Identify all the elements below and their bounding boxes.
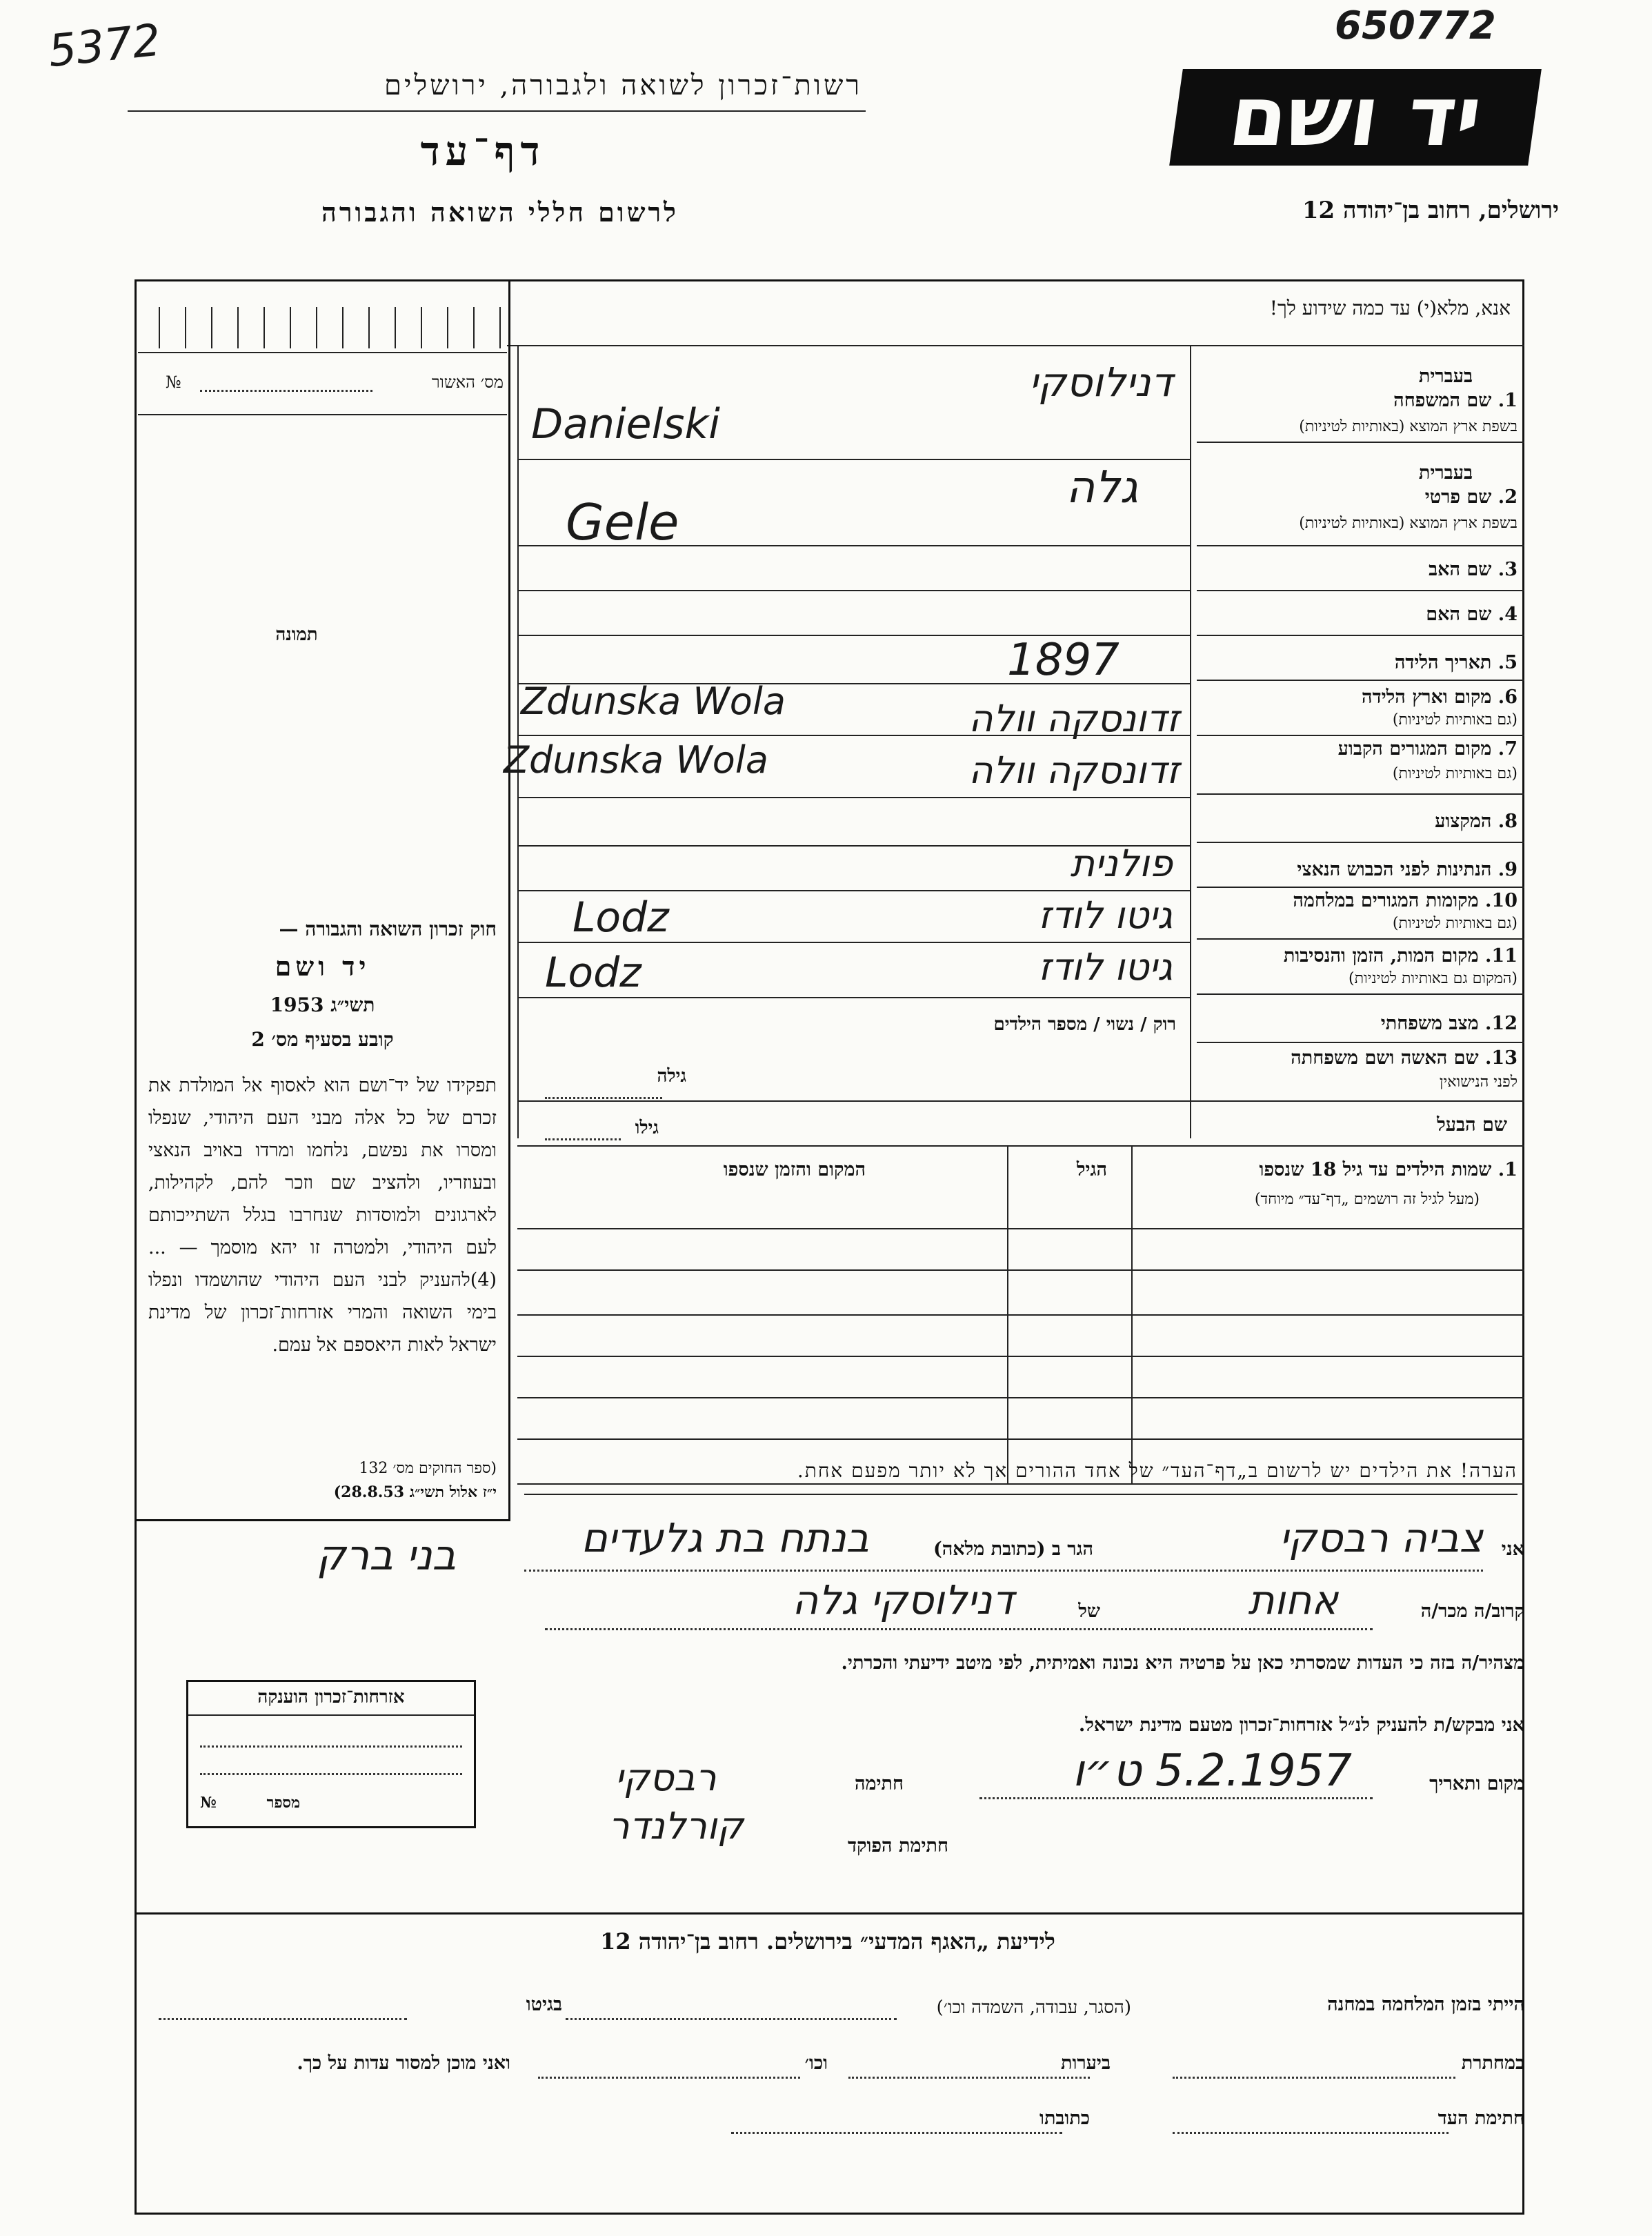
officer-label: חתימת הפוקד: [848, 1835, 948, 1857]
citizenship-number-label: מספר: [266, 1794, 300, 1812]
law-name: יד ושם: [275, 951, 370, 982]
field-7-number: 7.: [1497, 738, 1517, 760]
children-label: 1. שמות הילדים עד גיל 18 שנספו: [1259, 1159, 1517, 1180]
place-date-label: מקום ותאריך: [1429, 1773, 1524, 1794]
wife-name-sub: לפני הנישואין: [1439, 1074, 1517, 1091]
field-5-number: 5.: [1497, 652, 1517, 673]
residence-sub: (גם באותיות לטיניות): [1392, 765, 1517, 782]
family-name-label: שם המשפחה: [1393, 390, 1492, 411]
declarant-i-label: אני: [1501, 1539, 1524, 1560]
approval-label: מס׳ האשור: [431, 373, 504, 392]
footer-address-label: כתובתו: [1039, 2108, 1090, 2129]
citizenship-no-label: №: [200, 1794, 217, 1812]
mother-name-label: שם האם: [1426, 604, 1492, 625]
death-place-label: מקום המות, הזמן והנסיבות: [1283, 945, 1479, 967]
marital-options: רוק / נשוי / מספר הילדים: [993, 1014, 1176, 1035]
field-8-number: 8.: [1497, 811, 1517, 832]
residence-label: מקום המגורים הקבוע: [1337, 738, 1492, 760]
death-place-sub: (המקום גם באותיות לטיניות): [1349, 970, 1517, 987]
profession-label: המקצוע: [1435, 811, 1492, 832]
wartime-residence-latin-value[interactable]: Lodz: [573, 893, 669, 942]
birth-place-latin-value[interactable]: Zdunska Wola: [521, 680, 786, 723]
footer-title: לידיעת „האגף המדעי״ בירושלים. רחוב בן־יהודה 12: [600, 1928, 1055, 1955]
resides-label: הגר ב (כתובת מלאה): [933, 1539, 1093, 1560]
birth-place-hebrew-value[interactable]: זדונסקה וולה: [968, 697, 1180, 740]
field-6-number: 6.: [1497, 686, 1517, 708]
first-name-label: שם פרטי: [1424, 486, 1492, 508]
children-sub: (מעל לגיל זה רושמים „דף־עד״ מיוחד): [1254, 1191, 1480, 1208]
footer-ready-text: ואני מוכן למסור עדות על כך.: [297, 2052, 510, 2074]
law-title: חוק זכרון השואה והגבורה —: [279, 918, 497, 940]
signature-value[interactable]: רבסקי: [615, 1756, 717, 1799]
first-name-hebrew-value[interactable]: גלה: [1066, 462, 1138, 513]
field-10-number: 10.: [1485, 890, 1517, 911]
wartime-residence-label: מקומות המגורים במלחמה: [1293, 890, 1479, 911]
footer-forests-label: ביערות: [1060, 2052, 1111, 2074]
of-label: של: [1078, 1601, 1100, 1622]
field-12-number: 12.: [1485, 1013, 1517, 1034]
declare-text: מצהיר/ה בזה כי העדות שמסרתי כאן על פרטיה היא נכונה ואמיתית, לפי מיטב ידיעתי והכרתי.: [841, 1652, 1524, 1674]
residence-latin-value[interactable]: Zdunska Wola: [504, 738, 768, 782]
citizenship-title: אזרחות־זכרון הוענקה: [257, 1687, 405, 1708]
footer-underground-label: במחתרת: [1461, 2052, 1524, 2074]
family-name-sub: בשפת ארץ המוצא (באותיות לטיניות): [1299, 418, 1517, 435]
law-text: תפקידו של יד־ושם הוא לאסוף אל המולדת את זכרם של כל אלה מבני העם היהודי, שנפלו ומסרו את נפשם, נלחמו ומרדו באויב הנאצי ובעוזריו, ולהציב שם וזכר להם, לקהילות, לארגונים ולמוסדות שנחרבו בגלל השתייכותם לעם היהודי, ולמטרה זו יהא מוסמך — ...(4)להעניק לבני העם היהודי שהושמדו ונפלו בימי השואה והמרי אזרחות־זכרון של מדינת ישראל לאות היאספם אל עמם.: [148, 1075, 497, 1356]
footer-ghetto-label: בגיטו: [526, 1994, 562, 2015]
address-value[interactable]: בנתח בת גלעדים: [581, 1514, 869, 1561]
first-name-sub: בשפת ארץ המוצא (באותיות לטיניות): [1299, 515, 1517, 532]
tick-strip: [159, 307, 504, 348]
request-line: אנא, מלא(י) עד כמה שידוע לך!: [1269, 297, 1511, 319]
field-3-number: 3.: [1497, 559, 1517, 580]
first-name-latin-value[interactable]: Gele: [566, 493, 679, 551]
relation-label: קרוב/ה מכר/ה: [1420, 1601, 1524, 1622]
signature-label: חתימה: [854, 1773, 904, 1794]
husband-name-label: שם הבעל: [1437, 1114, 1507, 1136]
margin-note: בני ברק: [316, 1532, 457, 1580]
father-name-label: שם האב: [1429, 559, 1492, 580]
authority-name: רשות־זכרון לשואה ולגבורה, ירושלים: [384, 70, 862, 101]
wife-name-label: שם האשה ושם משפחתה: [1291, 1047, 1479, 1069]
footer-witness-signature-label: חתימת העד: [1437, 2108, 1524, 2129]
wartime-residence-hebrew-value[interactable]: גיטו לודז: [1038, 893, 1173, 937]
wife-age-label: גילה: [657, 1066, 686, 1087]
marital-status-label: מצב משפחתי: [1380, 1013, 1479, 1034]
birth-date-label: תאריך הלידה: [1394, 652, 1492, 673]
form-subtitle: לרשום חללי השואה והגבורה: [321, 197, 679, 228]
address: ירושלים, רחוב בן־יהודה 12: [1302, 197, 1559, 224]
footer-etc-label: וכו׳: [804, 2052, 828, 2074]
nationality-label: הנתינות לפני הכבוש הנאצי: [1297, 859, 1492, 880]
law-clause: קובע בסעיף מס׳ 2: [251, 1028, 394, 1051]
field-4-number: 4.: [1497, 604, 1517, 625]
yad-vashem-logo: יד ושם: [1169, 69, 1542, 166]
death-place-hebrew-value[interactable]: גיטו לודז: [1038, 945, 1173, 989]
birth-place-sub: (גם באותיות לטיניות): [1392, 711, 1517, 729]
first-name-hebrew-tag: בעברית: [1418, 462, 1473, 484]
birth-date-value[interactable]: 1897: [1007, 635, 1119, 686]
field-11-number: 11.: [1485, 945, 1517, 967]
request-text: אני מבקש/ת להעניק לנ״ל אזרחות־זכרון מטעם מדינת ישראל.: [1078, 1714, 1524, 1736]
death-place-latin-value[interactable]: Lodz: [545, 949, 641, 997]
law-ref-2: י״ז אלול תשי״ג 28.8.53): [333, 1483, 497, 1501]
nationality-value[interactable]: פולנית: [1070, 842, 1173, 885]
declarant-name-value[interactable]: צביה רבסקי: [1279, 1514, 1483, 1561]
field-13-number: 13.: [1485, 1047, 1517, 1069]
family-name-hebrew-tag: בעברית: [1418, 366, 1473, 387]
field-9-number: 9.: [1497, 859, 1517, 880]
approval-no-label: №: [166, 373, 181, 392]
family-name-latin-value[interactable]: Danielski: [531, 400, 720, 448]
field-2-number: 2.: [1497, 486, 1517, 508]
residence-hebrew-value[interactable]: זדונסקה וולה: [968, 749, 1180, 792]
children-place-col: המקום והזמן שנספו: [723, 1159, 866, 1180]
relation-value[interactable]: אחות: [1248, 1576, 1338, 1623]
place-date-value[interactable]: 5.2.1957 ט״ו: [1072, 1745, 1352, 1797]
photo-label: תמונה: [275, 624, 318, 645]
footer-camp-types: (הסגר, עבודה, השמדה וכו׳): [936, 1997, 1131, 2018]
form-title: דף־עד: [420, 128, 546, 175]
children-note: הערה! את הילדים יש לרשום ב„דף־העד״ של אחד ההורים אך לא יותר מפעם אחת.: [797, 1459, 1517, 1482]
field-1-number: 1.: [1497, 390, 1517, 411]
footer-camp-label: הייתי בזמן המלחמה במחנה: [1327, 1994, 1524, 2015]
birth-place-label: מקום וארץ הלידה: [1362, 686, 1492, 708]
corner-handwritten-number: 5372: [46, 14, 163, 78]
officer-value[interactable]: קורלנדר: [608, 1804, 744, 1848]
children-age-col: הגיל: [1076, 1159, 1107, 1180]
of-value[interactable]: דנילוסקי גלה: [792, 1576, 1014, 1623]
law-ref-1: (ספר החוקים מס׳ 132: [359, 1460, 497, 1477]
husband-age-label: גילו: [635, 1118, 659, 1138]
wartime-residence-sub: (גם באותיות לטיניות): [1392, 915, 1517, 932]
archive-number: 650772: [1335, 3, 1496, 48]
law-year: תשי״ג 1953: [270, 993, 375, 1016]
family-name-hebrew-value[interactable]: דנילוסקי: [1028, 359, 1173, 406]
